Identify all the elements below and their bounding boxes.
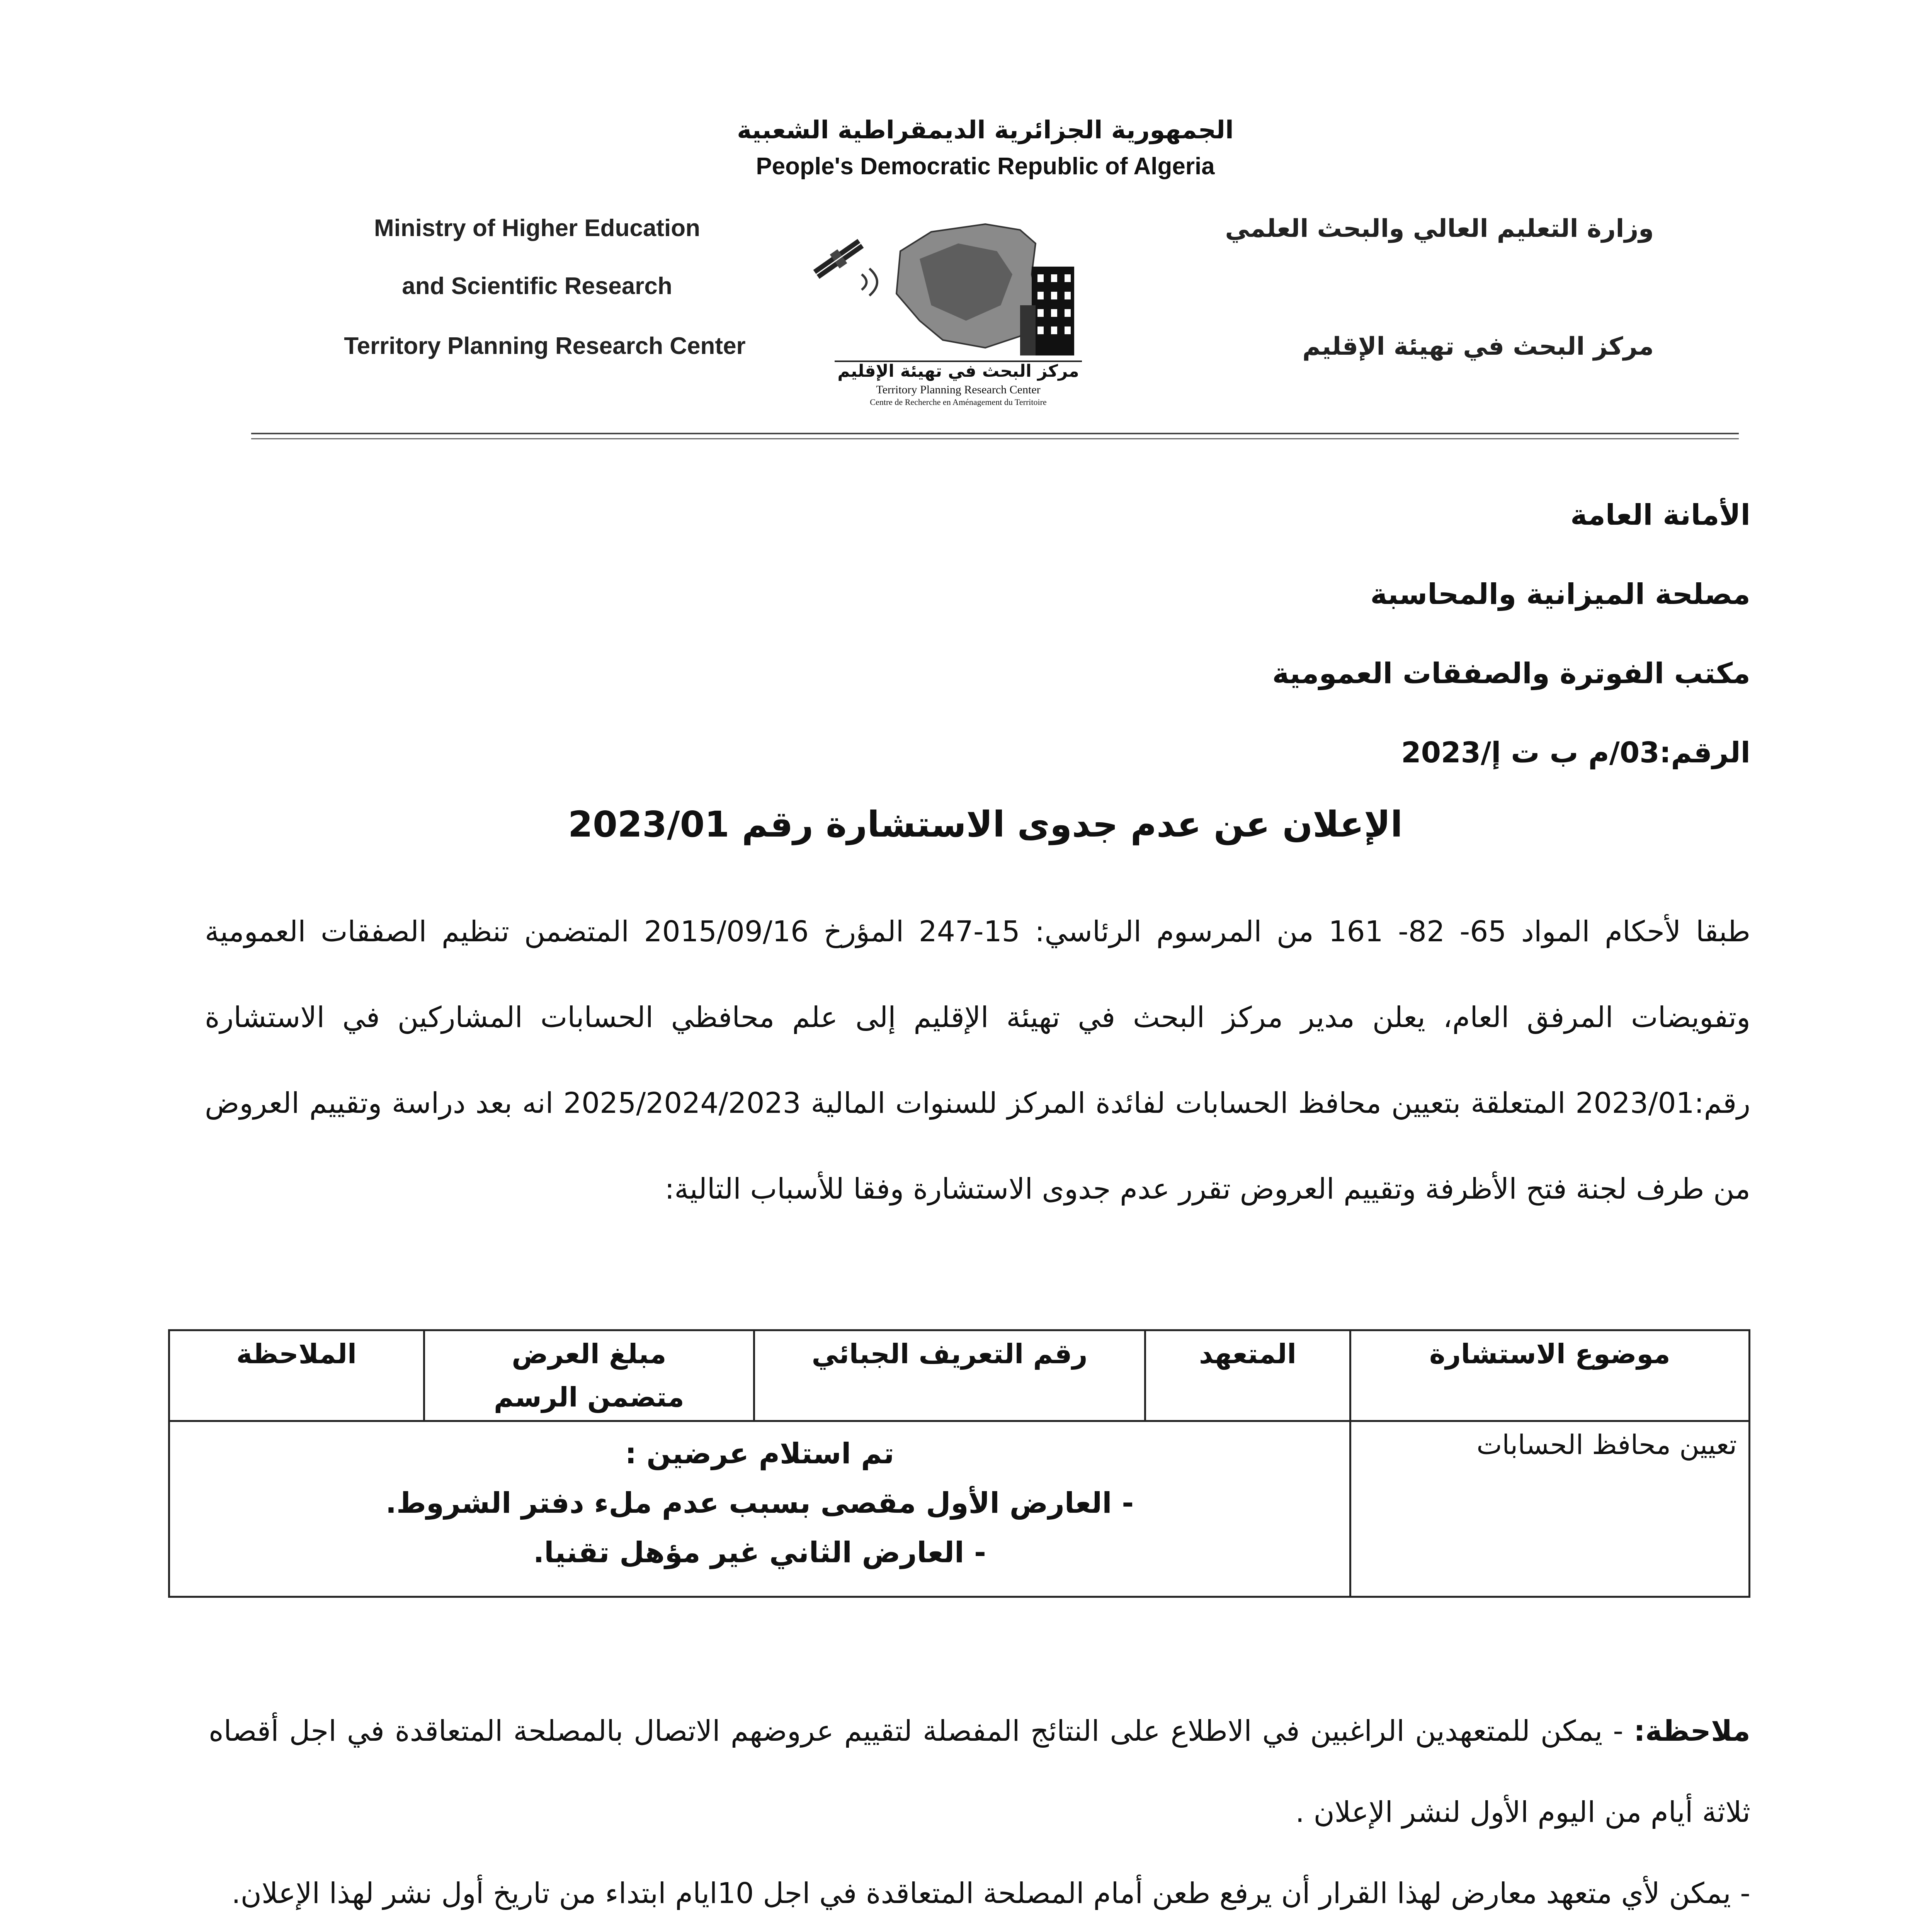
results-table [168,1329,1750,1598]
cell-subject: تعيين محافظ الحسابات [1350,1421,1749,1597]
header-subject: موضوع الاستشارة [1350,1330,1749,1421]
logo-caption-fr: Centre de Recherche en Aménagement du Territoire [870,397,1047,407]
header-remark: الملاحظة [169,1330,424,1421]
reference-number: الرقم:03/م ب ت إ/2023 [1401,736,1750,769]
center-logo [804,209,1113,410]
note-1-text: - يمكن للمتعهدين الراغبين في الاطلاع على النتائج المفصلة لتقييم عروضهم الاتصال بالمصلحة المتعاقدة في اجل أقصاه ثلاثة أيام من اليوم الأول لنشر الإعلان . [209,1714,1750,1829]
note-2: - يمكن لأي متعهد معارض لهذا القرار أن يرفع طعن أمام المصلحة المتعاقدة في اجل 10ايام ابتداء من تاريخ أول نشر لهذا الإعلان. [231,1877,1750,1910]
logo-caption-en: Territory Planning Research Center [876,383,1041,396]
header-amount-line1: مبلغ العرض [512,1338,667,1370]
result-line-2: - العارض الأول مقصى بسبب عدم ملء دفتر الشروط. [385,1486,1134,1520]
note-1 [209,1690,1750,1853]
ministry-name-en-line2: and Scientific Research [402,273,672,299]
header-amount-line2: متضمن الرسم [493,1381,684,1413]
table-header-row [169,1330,1750,1421]
header-bidder: المتعهد [1145,1330,1350,1421]
header-amount [424,1330,754,1421]
announcement-title: الإعلان عن عدم جدوى الاستشارة رقم 2023/01 [568,804,1403,845]
center-name-en: Territory Planning Research Center [344,333,746,359]
satellite-icon [811,236,866,281]
result-line-3: - العارض الثاني غير مؤهل تقنيا. [533,1536,986,1569]
department-line-3: مكتب الفوترة والصفقات العمومية [1272,657,1750,690]
country-name-en: People's Democratic Republic of Algeria [756,153,1215,180]
ministry-name-en-line1: Ministry of Higher Education [374,215,700,242]
department-line-1: الأمانة العامة [1570,498,1750,532]
result-line-1: تم استلام عرضين : [625,1437,895,1470]
header-divider [251,433,1739,439]
center-name-ar: مركز البحث في تهيئة الإقليم [1302,332,1654,361]
country-name-ar: الجمهورية الجزائرية الديمقراطية الشعبية [737,116,1234,145]
ministry-name-ar: وزارة التعليم العالي والبحث العلمي [1225,214,1654,243]
logo-caption-ar: مركز البحث في تهيئة الإقليم [837,361,1079,381]
body-paragraph: طبقا لأحكام المواد 65- 82- 161 من المرسوم الرئاسي: 15-247 المؤرخ 2015/09/16 المتضمن تنظيم الصفقات العمومية وتفويضات المرفق العام، يعلن مدير مركز البحث في تهيئة الإقليم إلى علم محافظي الحسابات المشاركين في الاستشارة رقم:2023/01 المتعلقة بتعيين محافظ الحسابات لفائدة المركز للسنوات المالية 2025/2024/2023 انه بعد دراسة وتقييم العروض من طرف لجنة فتح الأظرفة وتقييم العروض تقرر عدم جدوى الاستشارة وفقا للأسباب التالية: [205,915,1751,1206]
cell-result [169,1421,1350,1597]
header-tax-id: رقم التعريف الجبائي [754,1330,1145,1421]
department-line-2: مصلحة الميزانية والمحاسبة [1370,578,1750,611]
table-row [169,1421,1750,1597]
note-label: ملاحظة: [1634,1714,1750,1748]
